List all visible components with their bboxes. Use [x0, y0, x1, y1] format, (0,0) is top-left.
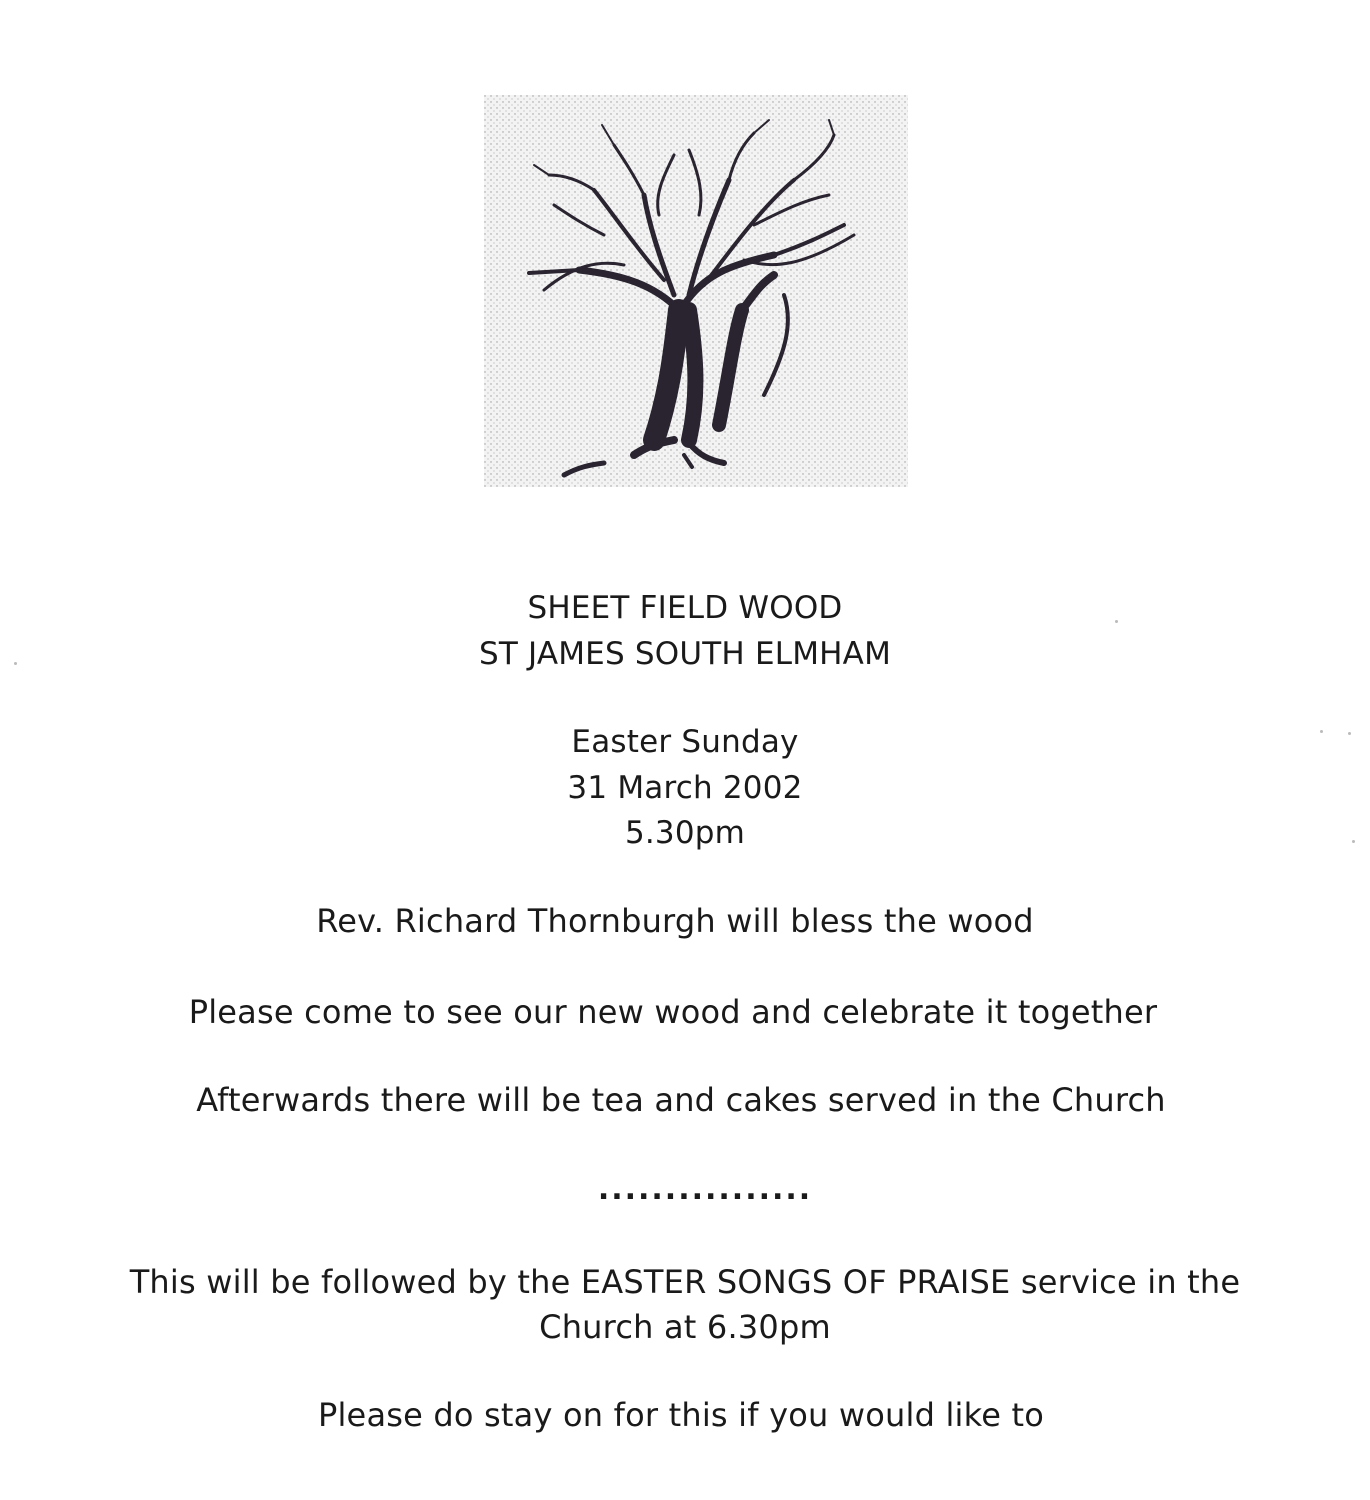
refreshments-text: Afterwards there will be tea and cakes served in the Church: [196, 1081, 1166, 1119]
event-time: 5.30pm: [624, 815, 746, 851]
followup-text-line-1: This will be followed by the EASTER SONGS OF PRAISE service in the: [129, 1263, 1241, 1301]
scan-speck: [1115, 620, 1118, 623]
blessing-text: Rev. Richard Thornburgh will bless the wood: [316, 902, 1034, 940]
scan-speck: [1320, 730, 1323, 733]
closing-text: Please do stay on for this if you would like to: [317, 1396, 1045, 1434]
event-occasion: Easter Sunday: [571, 724, 799, 760]
title-line-2: ST JAMES SOUTH ELMHAM: [478, 636, 892, 672]
invitation-text: Please come to see our new wood and celebrate it together: [188, 993, 1158, 1031]
tree-icon: [484, 95, 908, 487]
tree-illustration: [484, 95, 908, 487]
title-line-1: SHEET FIELD WOOD: [527, 590, 843, 626]
scan-speck: [1352, 840, 1355, 843]
scan-speck: [14, 662, 17, 665]
separator-dots: ................: [597, 1172, 813, 1207]
followup-text-line-2: Church at 6.30pm: [539, 1308, 831, 1346]
event-date: 31 March 2002: [567, 770, 803, 806]
scan-speck: [1348, 732, 1351, 735]
